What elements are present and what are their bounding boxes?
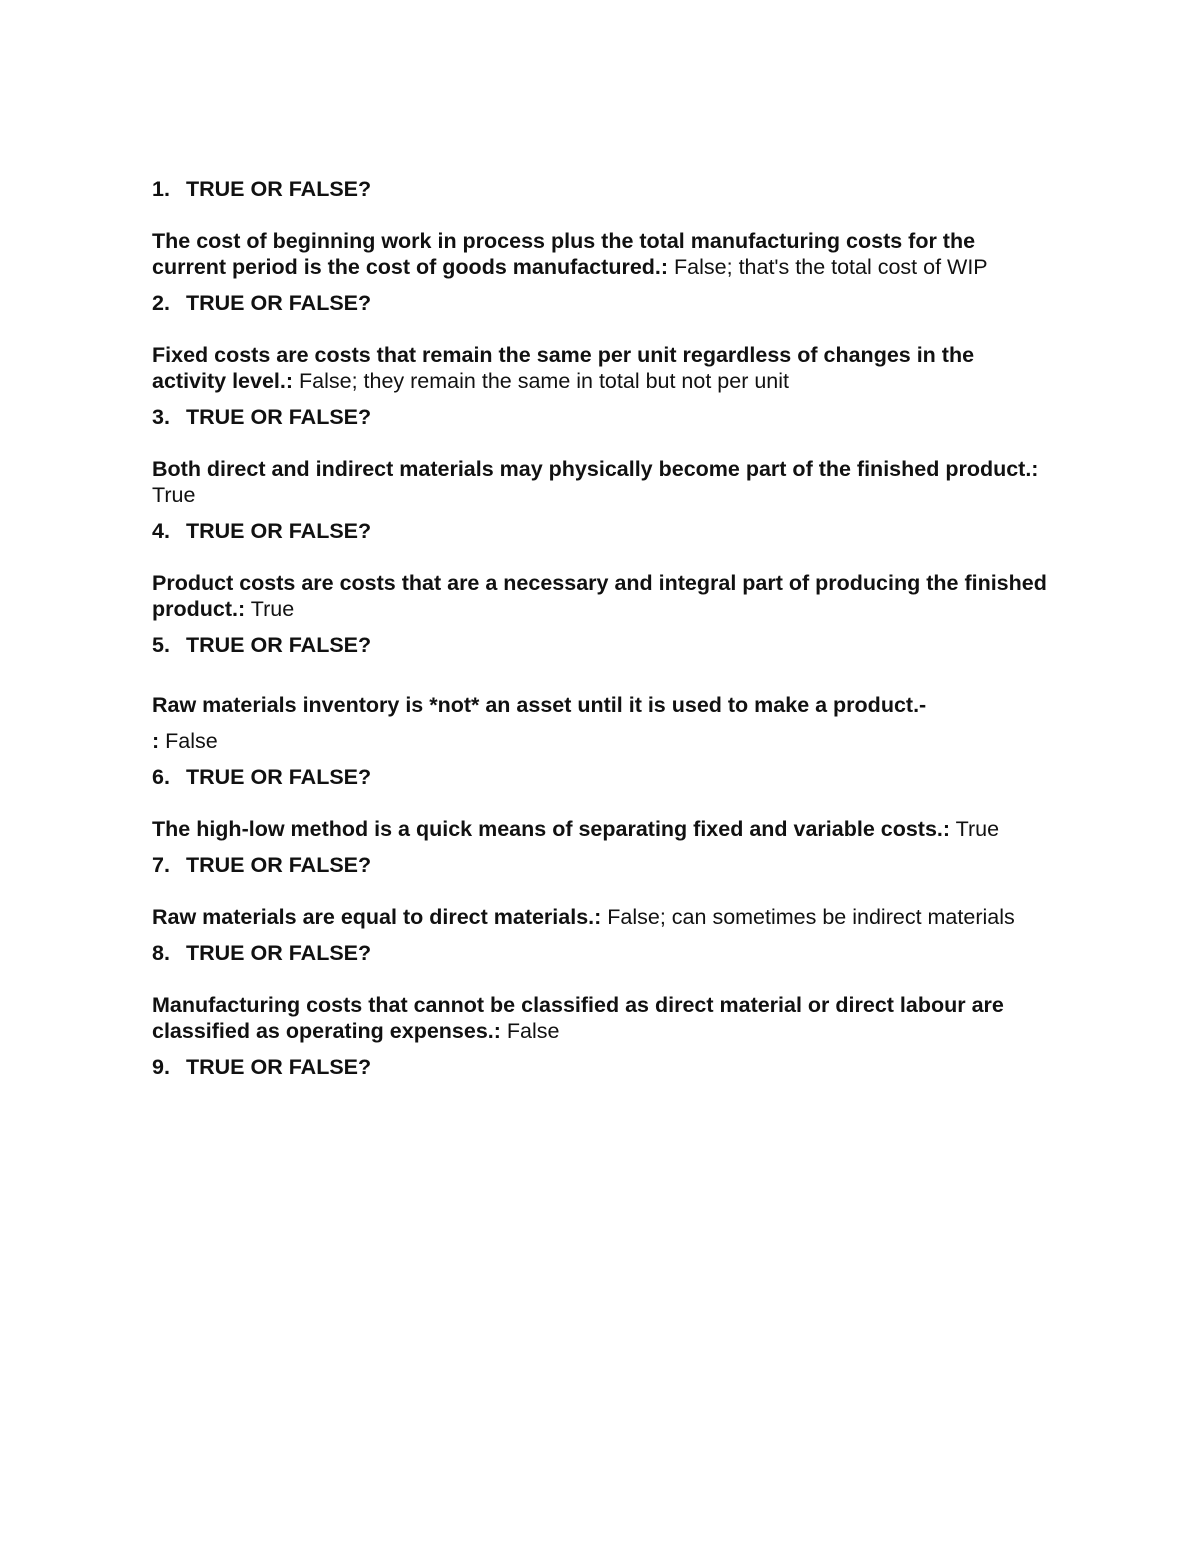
question-item-1 bbox=[152, 176, 1052, 280]
question-heading bbox=[152, 1054, 1052, 1080]
question-statement: Both direct and indirect materials may physically become part of the finished product.: bbox=[152, 457, 1039, 481]
question-body bbox=[152, 342, 1052, 394]
question-statement: Product costs are costs that are a necessary and integral part of producing the finished product.: bbox=[152, 571, 1047, 621]
question-heading-text: TRUE OR FALSE? bbox=[186, 633, 372, 657]
question-answer: False; can sometimes be indirect materials bbox=[607, 905, 1015, 929]
question-answer: True bbox=[955, 817, 1000, 841]
question-heading bbox=[152, 290, 1052, 316]
question-heading bbox=[152, 404, 1052, 430]
question-heading bbox=[152, 632, 1052, 658]
question-number: 9. bbox=[152, 1055, 170, 1079]
question-body bbox=[152, 904, 1052, 930]
question-body bbox=[152, 992, 1052, 1044]
question-number: 5. bbox=[152, 633, 170, 657]
question-item-5 bbox=[152, 632, 1052, 754]
question-heading-text: TRUE OR FALSE? bbox=[186, 941, 372, 965]
question-statement: Raw materials inventory is *not* an asset until it is used to make a product.- bbox=[152, 693, 927, 717]
question-number: 8. bbox=[152, 941, 170, 965]
question-number: 3. bbox=[152, 405, 170, 429]
question-item-2 bbox=[152, 290, 1052, 394]
question-heading bbox=[152, 852, 1052, 878]
question-statement: Raw materials are equal to direct materials.: bbox=[152, 905, 602, 929]
question-heading-text: TRUE OR FALSE? bbox=[186, 291, 372, 315]
question-item-9 bbox=[152, 1054, 1052, 1080]
question-number: 4. bbox=[152, 519, 170, 543]
question-body bbox=[152, 570, 1052, 622]
question-item-6 bbox=[152, 764, 1052, 842]
question-heading-text: TRUE OR FALSE? bbox=[186, 1055, 372, 1079]
question-number: 7. bbox=[152, 853, 170, 877]
question-item-3 bbox=[152, 404, 1052, 508]
question-heading-text: TRUE OR FALSE? bbox=[186, 177, 372, 201]
question-heading-text: TRUE OR FALSE? bbox=[186, 853, 372, 877]
question-statement: Fixed costs are costs that remain the same per unit regardless of changes in the activity level.: bbox=[152, 343, 975, 393]
question-heading-text: TRUE OR FALSE? bbox=[186, 519, 372, 543]
question-number: 1. bbox=[152, 177, 170, 201]
question-heading-text: TRUE OR FALSE? bbox=[186, 765, 372, 789]
question-answer: False; they remain the same in total but not per unit bbox=[299, 369, 790, 393]
question-item-4 bbox=[152, 518, 1052, 622]
question-answer: False bbox=[165, 729, 218, 753]
question-body bbox=[152, 456, 1052, 508]
question-body bbox=[152, 816, 1052, 842]
question-number: 6. bbox=[152, 765, 170, 789]
question-number: 2. bbox=[152, 291, 170, 315]
question-body bbox=[152, 228, 1052, 280]
question-item-8 bbox=[152, 940, 1052, 1044]
question-statement: The high-low method is a quick means of separating fixed and variable costs.: bbox=[152, 817, 951, 841]
question-list bbox=[152, 176, 1052, 1080]
question-statement-suffix: : bbox=[152, 729, 160, 753]
question-heading-text: TRUE OR FALSE? bbox=[186, 405, 372, 429]
question-heading bbox=[152, 176, 1052, 202]
question-answer: True bbox=[250, 597, 295, 621]
question-statement: Manufacturing costs that cannot be classified as direct material or direct labour are classified as operating expenses.: bbox=[152, 993, 1004, 1043]
question-heading bbox=[152, 518, 1052, 544]
question-statement: The cost of beginning work in process plus the total manufacturing costs for the current period is the cost of goods manufactured.: bbox=[152, 229, 976, 279]
question-answer: True bbox=[152, 483, 196, 507]
question-heading bbox=[152, 764, 1052, 790]
question-heading bbox=[152, 940, 1052, 966]
question-answer: False bbox=[506, 1019, 560, 1043]
question-item-7 bbox=[152, 852, 1052, 930]
question-body bbox=[152, 692, 1052, 754]
question-answer: False; that's the total cost of WIP bbox=[674, 255, 988, 279]
